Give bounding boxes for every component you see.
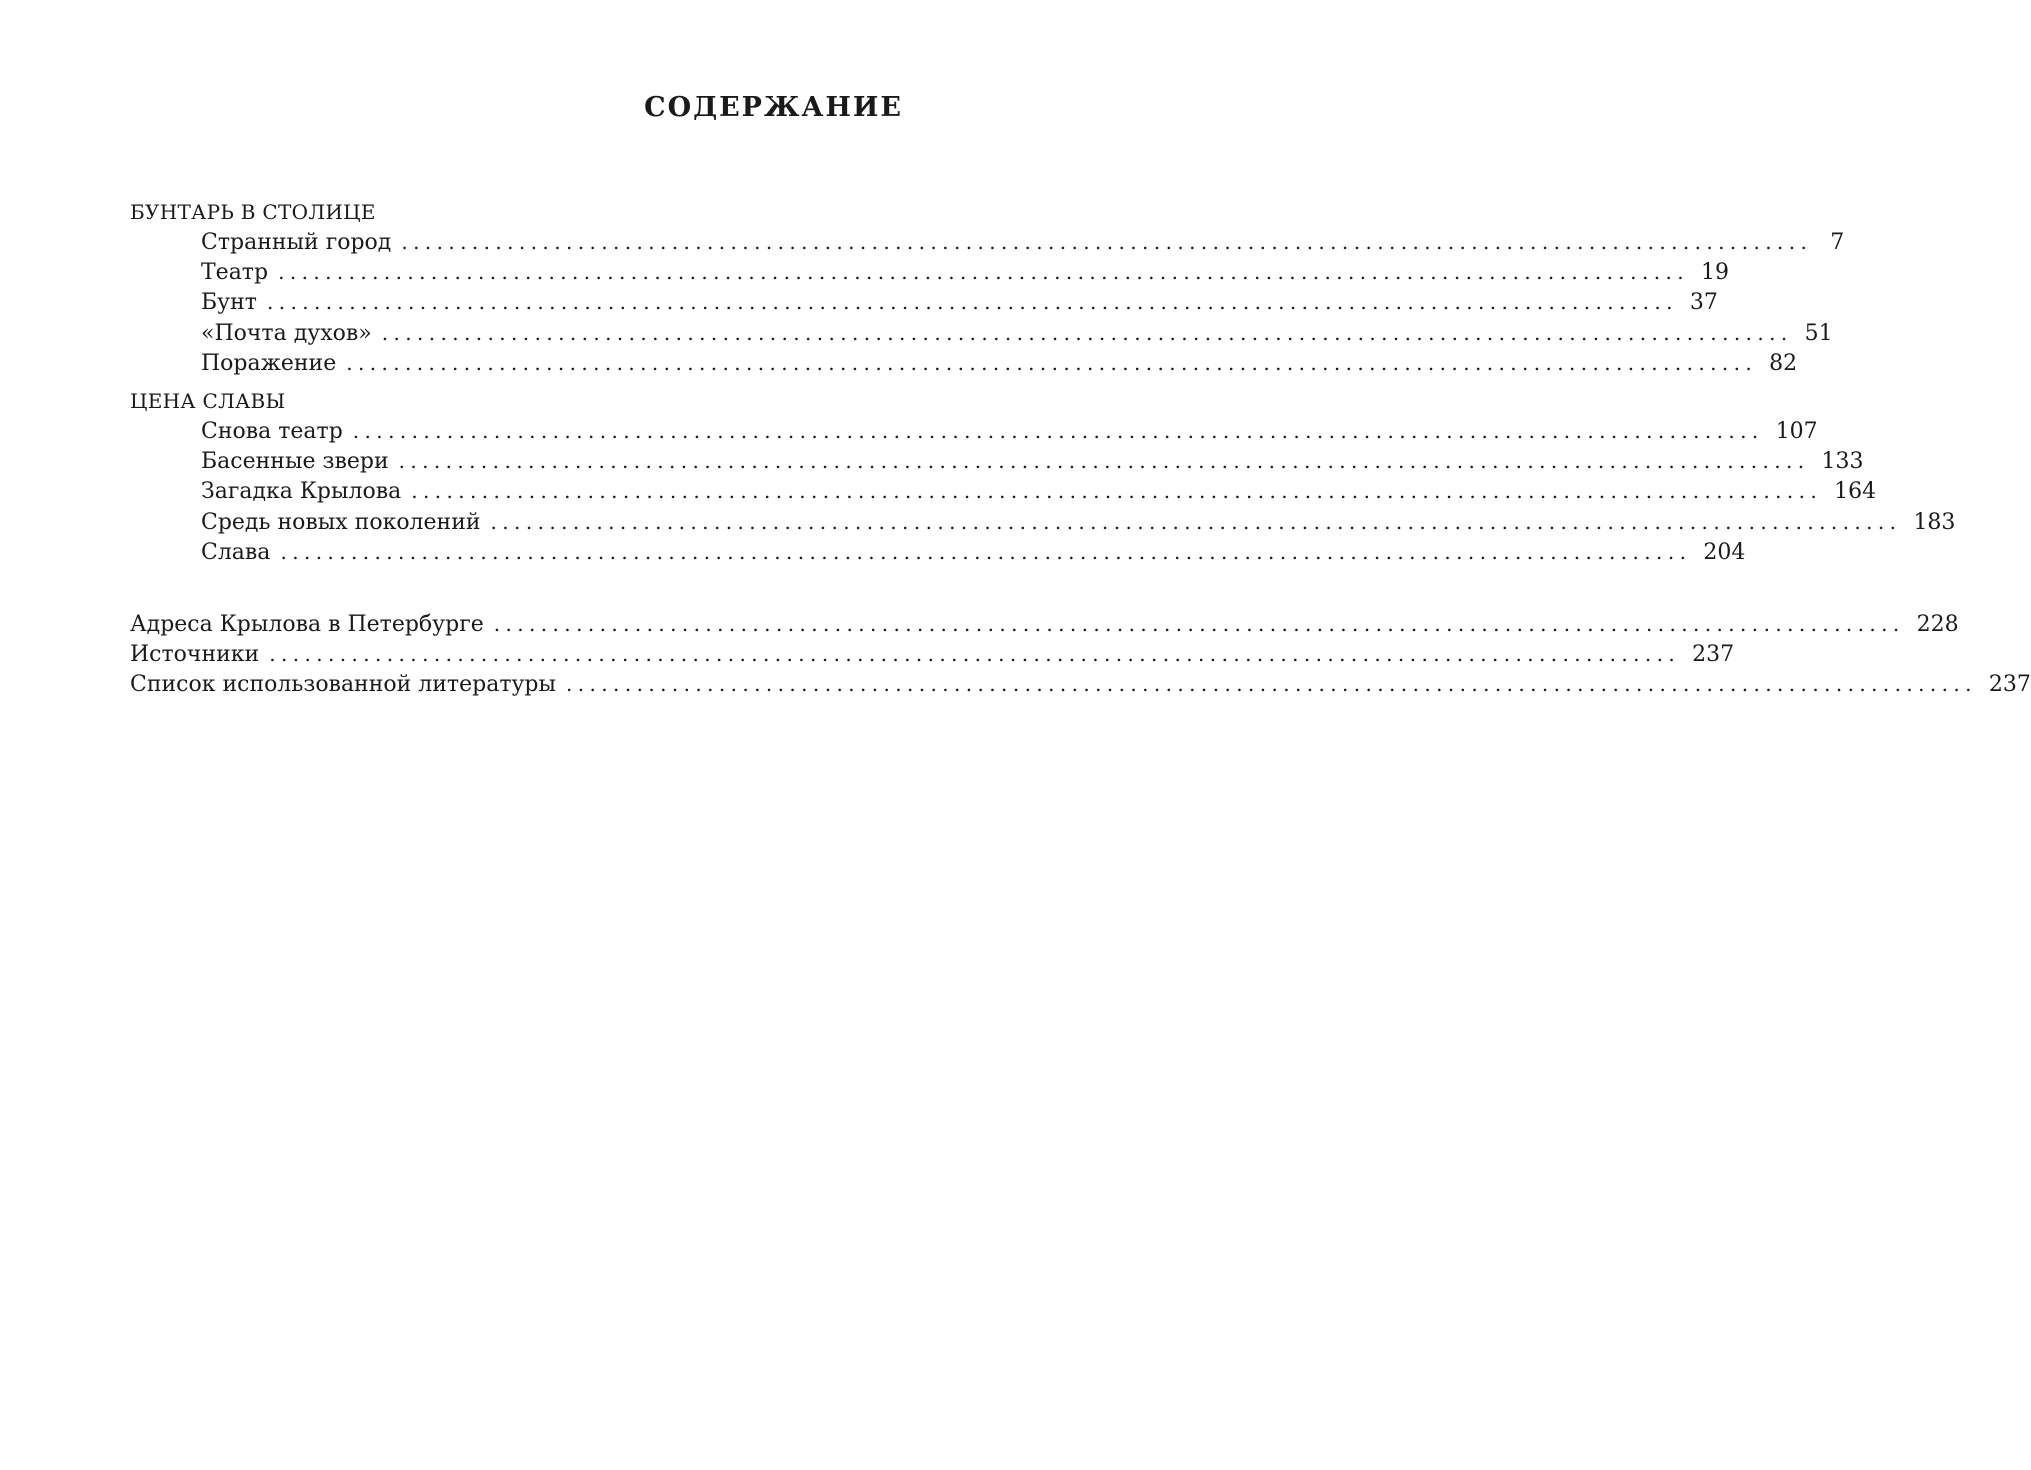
dot-leader: ........................................................................................................................: [352, 418, 1764, 443]
dot-leader: ........................................................................................................................: [346, 350, 1758, 375]
entry-page-number: 237: [1692, 642, 1735, 668]
entry-label: «Почта духов»: [201, 320, 372, 346]
toc-entry: [130, 639, 1735, 669]
dot-leader: ........................................................................................................................: [269, 642, 1681, 667]
dot-leader: ........................................................................................................................: [566, 672, 1977, 697]
toc-appendix: [130, 609, 2031, 700]
entry-page-number: 228: [1916, 611, 1959, 637]
toc-entry: [130, 318, 1833, 348]
dot-leader: ........................................................................................................................: [493, 611, 1905, 636]
toc-section: [130, 386, 1956, 567]
toc-entry: [130, 257, 1729, 287]
entry-label: Источники: [130, 642, 260, 668]
page-title: СОДЕРЖАНИЕ: [644, 92, 903, 123]
entry-label: Загадка Крылова: [201, 479, 402, 505]
entry-label: Адреса Крылова в Петербурге: [130, 611, 484, 637]
dot-leader: ........................................................................................................................: [401, 230, 1813, 254]
entry-label: Список использованной литературы: [130, 672, 557, 698]
toc-entry: [130, 669, 2031, 699]
section-heading: БУНТАРЬ В СТОЛИЦЕ: [130, 200, 376, 224]
dot-leader: ........................................................................................................................: [490, 509, 1902, 534]
table-of-contents: [130, 197, 2031, 699]
entry-label: Басенные звери: [201, 449, 389, 475]
toc-entry: [130, 537, 1746, 567]
toc-entry: [130, 227, 1845, 257]
entry-page-number: 19: [1700, 260, 1729, 286]
entry-label: Слава: [201, 539, 271, 565]
entry-page-number: 37: [1689, 290, 1718, 316]
entry-page-number: 183: [1913, 509, 1956, 535]
section-heading: ЦЕНА СЛАВЫ: [130, 388, 286, 413]
toc-entry: [130, 507, 1956, 537]
toc-entry: [130, 476, 1877, 506]
entry-label: Бунт: [201, 290, 257, 316]
entry-page-number: 133: [1821, 449, 1864, 475]
toc-entry: [130, 609, 1959, 639]
entry-label: Снова театр: [201, 418, 343, 444]
toc-entry: [130, 348, 1798, 378]
dot-leader: ........................................................................................................................: [381, 320, 1793, 345]
toc-entry: [130, 287, 1718, 317]
entry-label: Средь новых поколений: [201, 509, 481, 535]
dot-leader: ........................................................................................................................: [411, 479, 1823, 504]
entry-page-number: 107: [1775, 418, 1818, 444]
toc-section: [130, 197, 1845, 378]
entry-page-number: 51: [1804, 320, 1833, 346]
toc-entry: [130, 446, 1864, 476]
dot-leader: ........................................................................................................................: [278, 260, 1689, 285]
entry-label: Поражение: [201, 350, 337, 376]
dot-leader: ........................................................................................................................: [266, 290, 1678, 315]
entry-page-number: 7: [1830, 230, 1845, 255]
dot-leader: ........................................................................................................................: [398, 449, 1810, 474]
toc-entry: [130, 416, 1818, 446]
entry-page-number: 82: [1769, 350, 1798, 376]
dot-leader: ........................................................................................................................: [280, 539, 1692, 564]
entry-page-number: 164: [1834, 479, 1877, 505]
entry-page-number: 237: [1988, 672, 2031, 698]
entry-label: Странный город: [201, 230, 392, 255]
entry-label: Театр: [201, 260, 269, 286]
entry-page-number: 204: [1703, 539, 1746, 565]
